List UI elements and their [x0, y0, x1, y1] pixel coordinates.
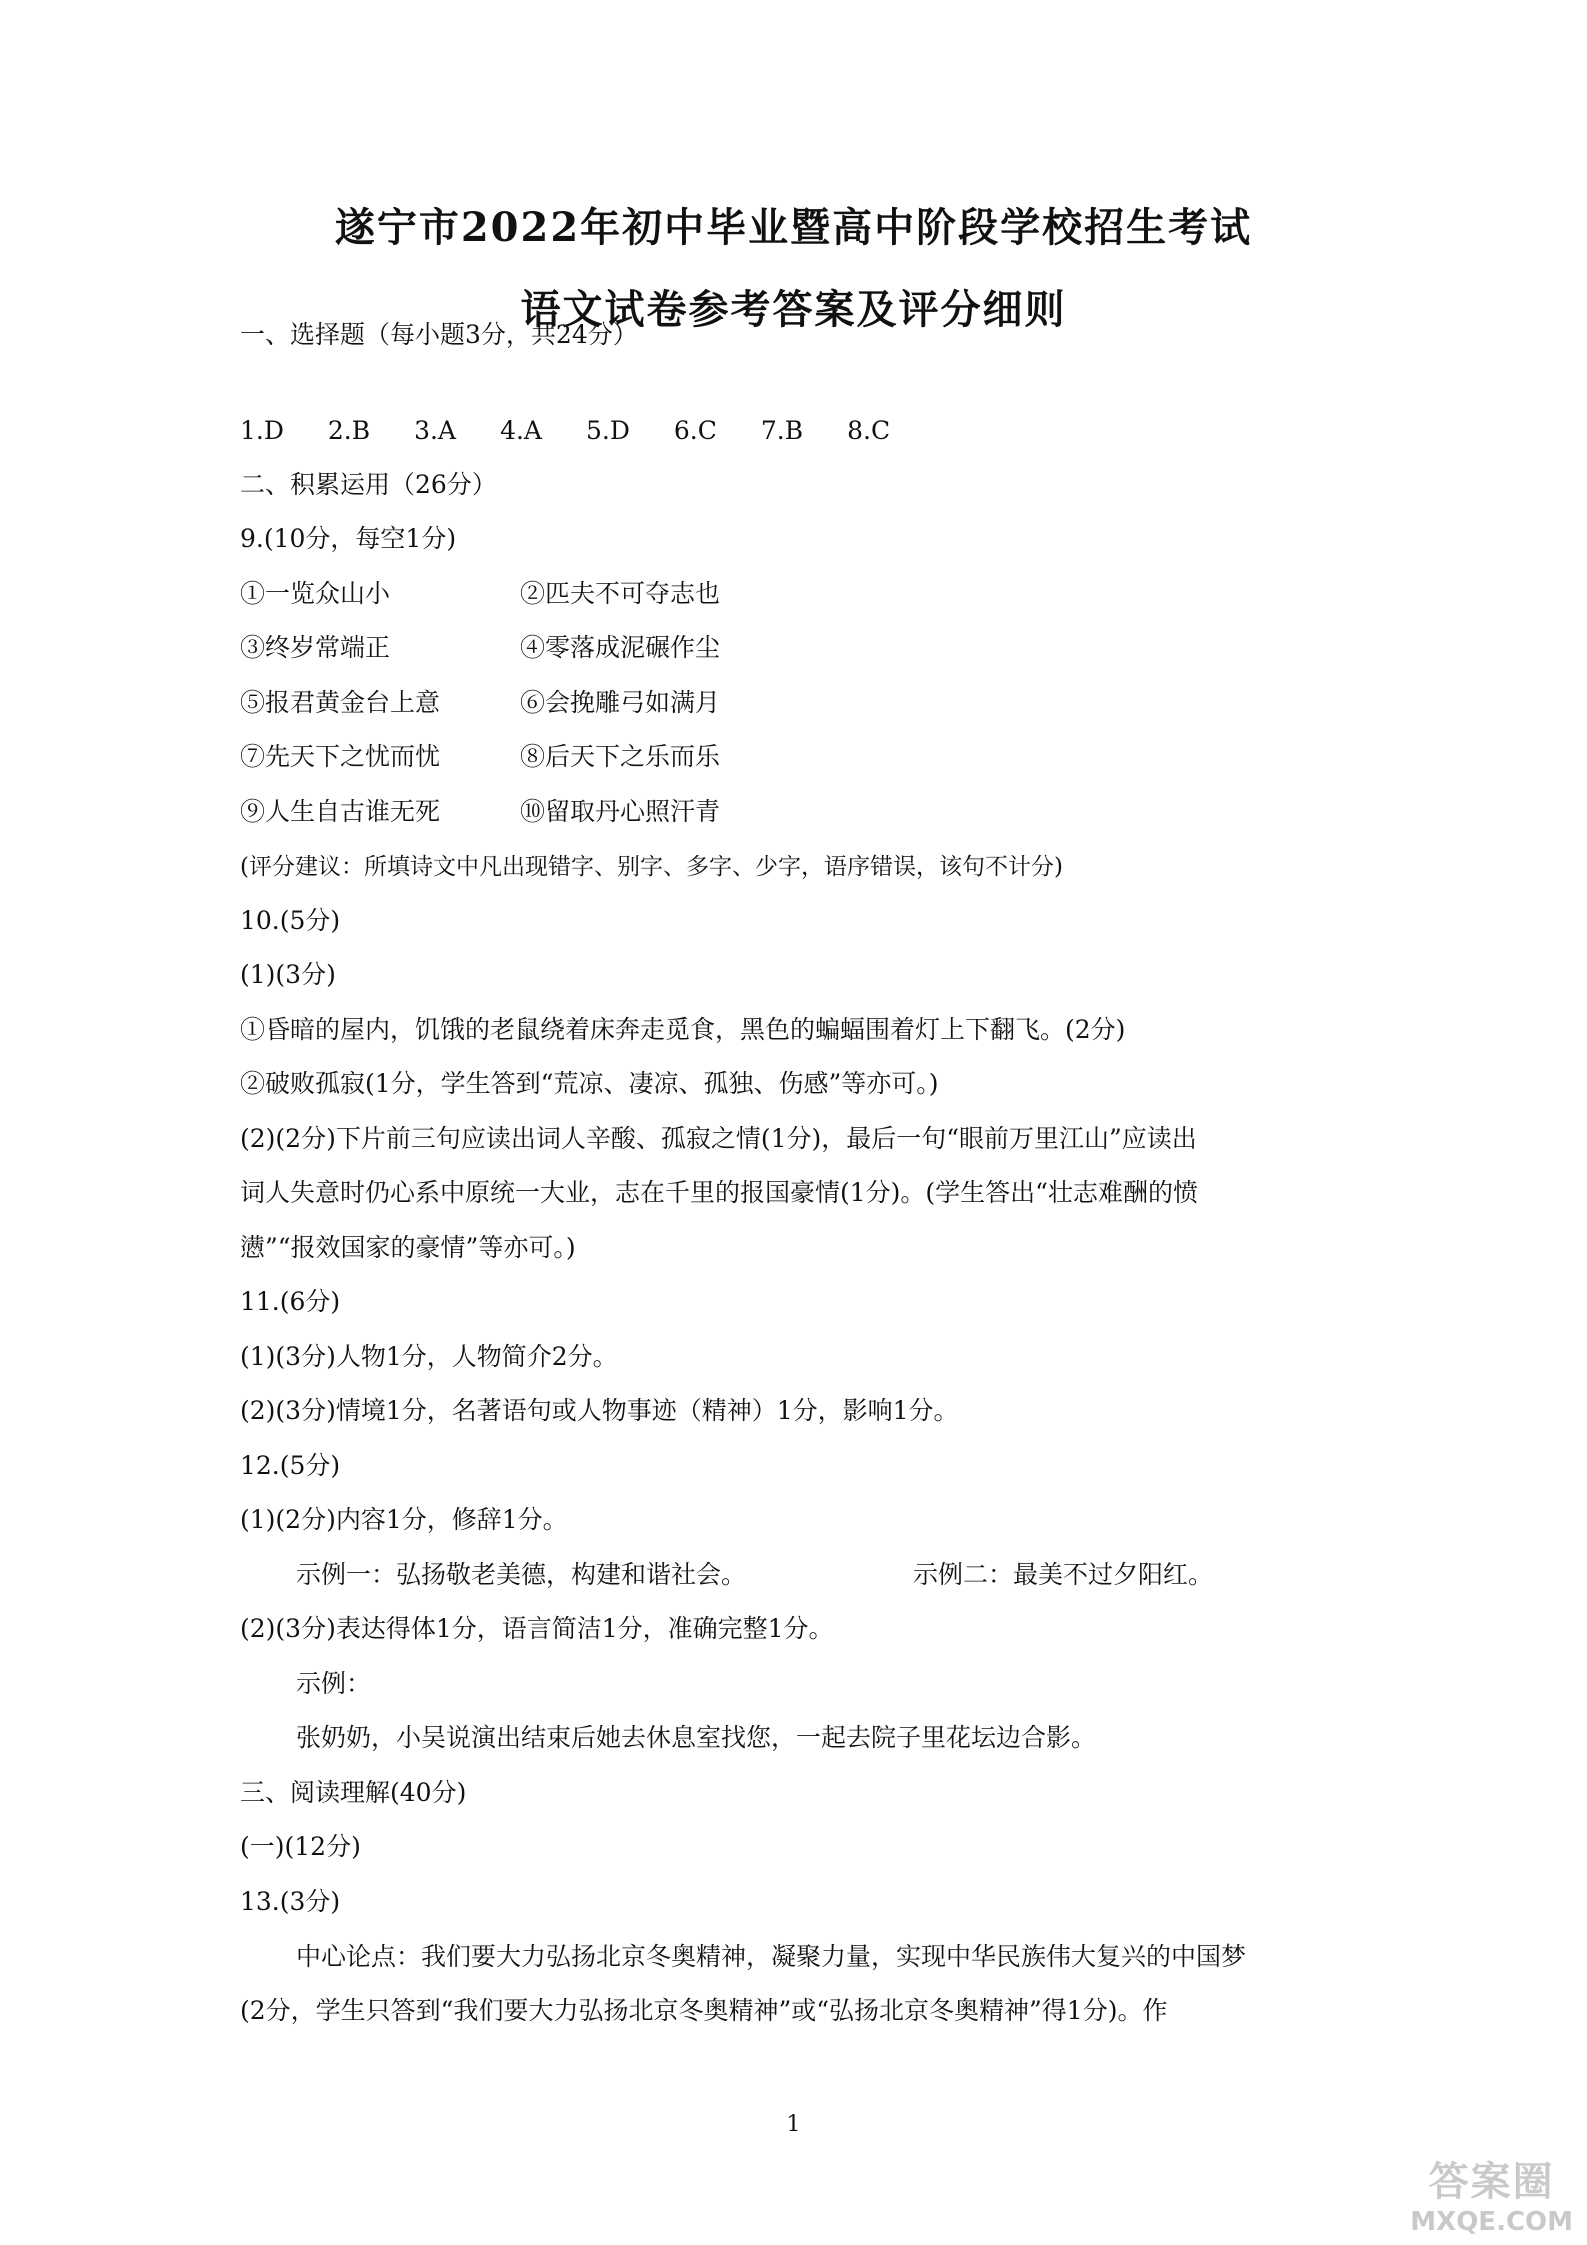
fill-row	[240, 577, 720, 611]
question-heading: 9.(10分，每空1分)	[240, 524, 457, 553]
example-text: 示例一：弘扬敬老美德，构建和谐社会。	[296, 1560, 747, 1589]
mcq-answer: 8.C	[847, 416, 891, 445]
example-label: 示例：	[296, 1669, 372, 1698]
section-heading: 三、阅读理解(40分)	[240, 1778, 467, 1807]
mcq-answer: 1.D	[240, 416, 284, 445]
watermark	[1410, 2150, 1573, 2237]
fill-answer: ①一览众山小	[240, 579, 391, 608]
example-text: 示例二：最美不过夕阳红。	[913, 1560, 1214, 1589]
fill-row	[240, 686, 720, 720]
mcq-answer: 6.C	[673, 416, 717, 445]
answer-text: 中心论点：我们要大力弘扬北京冬奥精神，凝聚力量，实现中华民族伟大复兴的中国梦	[296, 1942, 1247, 1971]
fill-row	[240, 740, 720, 774]
fill-answer: ⑦先天下之忧而忧	[240, 742, 441, 771]
fill-row	[240, 795, 720, 829]
mcq-answer: 2.B	[327, 416, 371, 445]
question-heading: 12.(5分)	[240, 1451, 341, 1480]
fill-row	[240, 631, 720, 665]
mcq-answer: 4.A	[500, 416, 542, 445]
fill-answer: ⑧后天下之乐而乐	[520, 742, 721, 771]
fill-answer: ⑤报君黄金台上意	[240, 688, 441, 717]
page-number: 1	[786, 2112, 801, 2137]
doc-title: 遂宁市2022年初中毕业暨高中阶段学校招生考试	[334, 204, 1253, 251]
question-heading: 13.(3分)	[240, 1887, 341, 1916]
fill-answer: ②匹夫不可夺志也	[520, 579, 721, 608]
example-text: 张奶奶，小吴说演出结束后她去休息室找您，一起去院子里花坛边合影。	[296, 1723, 1097, 1752]
answer-text: (1)(2分)内容1分，修辞1分。	[240, 1505, 568, 1534]
part-heading: (一)(12分)	[240, 1832, 361, 1861]
fill-answer: ④零落成泥碾作尘	[520, 633, 721, 662]
answer-text: (1)(3分)人物1分，人物简介2分。	[240, 1342, 618, 1371]
fill-answer: ⑥会挽雕弓如满月	[520, 688, 721, 717]
answer-text: ②破败孤寂(1分，学生答到“荒凉、凄凉、孤独、伤感”等亦可。)	[240, 1069, 939, 1098]
mcq-answer: 5.D	[585, 416, 630, 445]
section-heading: 二、积累运用（26分）	[240, 470, 497, 499]
answer-text: 懑”“报效国家的豪情”等亦可。)	[240, 1233, 576, 1262]
mcq-answer: 3.A	[414, 416, 457, 445]
scoring-note: (评分建议：所填诗文中凡出现错字、别字、多字、少字，语序错误，该句不计分)	[240, 854, 1063, 880]
mcq-answers	[240, 414, 934, 448]
answer-text: (2)(3分)表达得体1分，语言简洁1分，准确完整1分。	[240, 1614, 834, 1643]
question-heading: 11.(6分)	[240, 1287, 341, 1316]
answer-text: ①昏暗的屋内，饥饿的老鼠绕着床奔走觅食，黑色的蝙蝠围着灯上下翻飞。(2分)	[240, 1015, 1126, 1044]
section-heading: 一、选择题（每小题3分，共24分）	[240, 320, 638, 349]
fill-answer: ⑨人生自古谁无死	[240, 797, 441, 826]
answer-text: (2)(2分)下片前三句应读出词人辛酸、孤寂之情(1分)，最后一句“眼前万里江山”应读出	[240, 1124, 1197, 1153]
doc-subtitle: 语文试卷参考答案及评分细则	[520, 286, 1067, 333]
answer-text: (2分，学生只答到“我们要大力弘扬北京冬奥精神”或“弘扬北京冬奥精神”得1分)。作	[240, 1996, 1168, 2025]
fill-answer: ⑩留取丹心照汗青	[520, 797, 721, 826]
answer-text: (2)(3分)情境1分，名著语句或人物事迹（精神）1分，影响1分。	[240, 1396, 959, 1425]
answer-text: 词人失意时仍心系中原统一大业，志在千里的报国豪情(1分)。(学生答出“壮志难酬的愤	[240, 1178, 1198, 1207]
fill-answer: ③终岁常端正	[240, 633, 391, 662]
question-heading: 10.(5分)	[240, 906, 341, 935]
watermark-url: MXQE.COM	[1410, 2207, 1573, 2237]
mcq-answer: 7.B	[760, 416, 804, 445]
answer-text: (1)(3分)	[240, 960, 336, 989]
watermark-logo: 答案圈	[1428, 2159, 1555, 2205]
